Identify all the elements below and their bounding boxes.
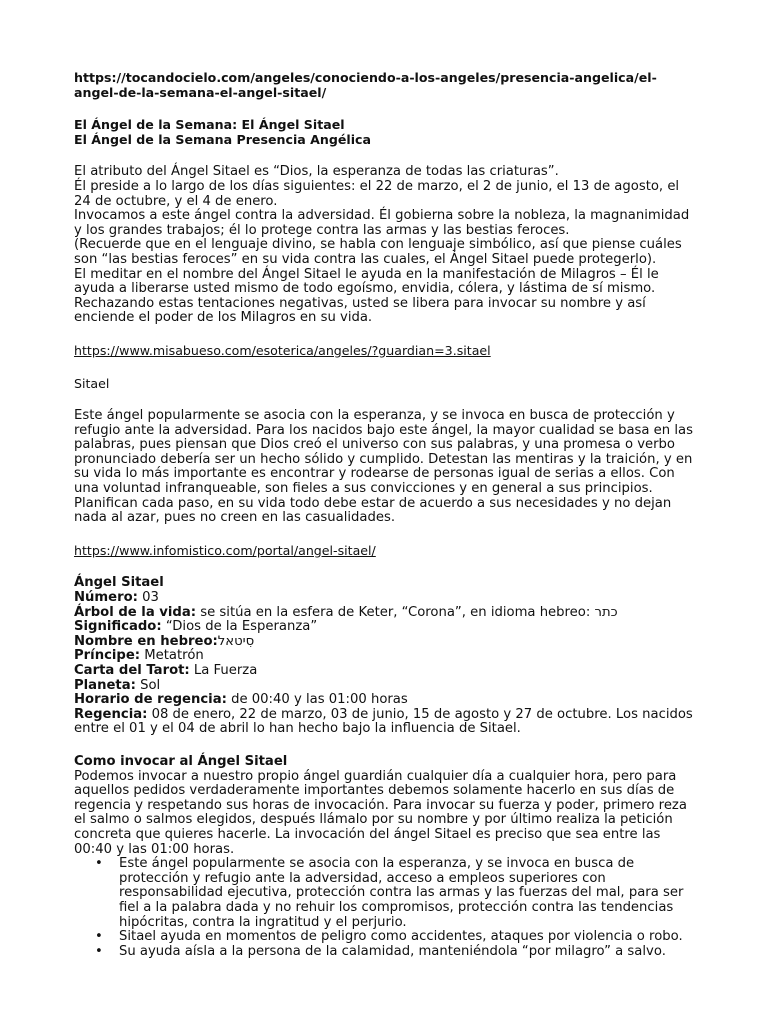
bullet-icon: • [95, 943, 103, 959]
def-row-tarot [74, 664, 696, 679]
def-row-horario [74, 693, 696, 708]
title-2: El Ángel de la Semana Presencia Angélica [74, 131, 372, 147]
def-value: se sitúa en la esfera de Keter, “Corona”, en idioma hebreo: כתר [196, 604, 618, 620]
bullet-icon: • [95, 856, 103, 872]
list-item [95, 856, 696, 930]
def-value: La Fuerza [189, 663, 258, 678]
def-value: Sol [135, 677, 161, 693]
infomistico-link[interactable]: https://www.infomistico.com/portal/angel-sitael/ [74, 542, 376, 558]
def-label: Nombre en hebreo: [74, 633, 218, 649]
def-row-principe [74, 649, 696, 664]
def-label: Carta del Tarot: [74, 663, 190, 678]
sitael-paragraph: Este ángel popularmente se asocia con la esperanza, y se invoca en busca de protección y refugio ante la adversidad. Para los nacidos bajo este ángel, la mayor cualidad se basa en las palabras, pues piensan que Dios creó el universo con sus palabras, y una promesa o verbo pronunciado debería ser un hecho sólido y cumplido. Detestan las mentiras y la traición, y en su vida lo más importante es encontrar y rodearse de personas igual de serias a ellos. Con una voluntad infranqueable, son fieles a sus convicciones y en general a sus principios. Planifican cada paso, en su vida todo debe estar de acuerdo a sus necesidades y no dejan nada al azar, pues no creen en las casualidades. [74, 408, 693, 526]
title-1: El Ángel de la Semana: El Ángel Sitael [74, 117, 345, 133]
misabueso-link[interactable]: https://www.misabueso.com/esoterica/angeles/?guardian=3.sitael [74, 342, 491, 358]
bullet-icon: • [95, 929, 103, 945]
list-item-text: Este ángel popularmente se asocia con la esperanza, y se invoca en busca de protección y refugio ante la adversidad, acceso a empleos superiores con responsabilidad ejecutiva, protección contra las armas y las fuerzas del mal, para ser fiel a la palabra dada y no rehuir los compromisos, protección contra las tendencias hipócritas, contra la ingratitud y el perjurio. [119, 856, 684, 930]
intro-line: El meditar en el nombre del Ángel Sitael le ayuda en la manifestación de Milagros – Él le ayuda a liberarse usted mismo de todo egoísmo, envidia, cólera, y lástima de sí mismo. [74, 266, 659, 297]
def-row-arbol [74, 606, 696, 621]
definitions-list [74, 576, 696, 737]
intro-line: Él preside a lo largo de los días siguientes: el 22 de marzo, el 2 de junio, el 13 de agosto, el 24 de octubre, y el 4 de enero. [74, 178, 680, 209]
def-label: Planeta: [74, 677, 136, 693]
intro-line: (Recuerde que en el lenguaje divino, se habla con lenguaje simbólico, así que piense cuáles son “las bestias feroces” en su vida contra las cuales, el Ángel Sitael puede protegerlo). [74, 237, 682, 267]
def-label: Príncipe: [74, 648, 141, 664]
def-row-planeta [74, 679, 696, 694]
def-value: Metatrón [140, 648, 204, 664]
intro-line: El atributo del Ángel Sitael es “Dios, la esperanza de todas las criaturas”. [74, 164, 559, 180]
list-item-text: Sitael ayuda en momentos de peligro como accidentes, ataques por violencia o robo. [119, 929, 683, 945]
defs-title: Ángel Sitael [74, 575, 164, 591]
sitael-label: Sitael [74, 375, 110, 391]
def-row-significado [74, 620, 696, 635]
def-label: Significado: [74, 619, 162, 635]
def-label: Regencia: [74, 706, 148, 722]
invoke-title: Como invocar al Ángel Sitael [74, 753, 288, 769]
document-body [74, 71, 696, 959]
intro-line: Invocamos a este ángel contra la adversidad. Él gobierna sobre la nobleza, la magnanimidad y los grandes trabajos; él lo protege contra las armas y las bestias feroces. [74, 208, 690, 238]
intro-paragraph [74, 165, 696, 326]
def-label: Número: [74, 590, 138, 606]
source-url-heading[interactable]: https://tocandocielo.com/angeles/conociendo-a-los-angeles/presencia-angelica/el-angel-de-la-semana-el-angel-sitael/ [74, 70, 657, 100]
def-row-numero [74, 591, 696, 606]
def-value: 03 [137, 590, 159, 606]
def-row-regencia [74, 708, 696, 737]
def-label: Árbol de la vida: [74, 604, 197, 620]
invoke-paragraph: Podemos invocar a nuestro propio ángel guardián cualquier día a cualquier hora, pero para aquellos pedidos verdaderamente importantes debemos solamente hacerlo en sus días de regencia y respetando sus horas de invocación. Para invocar su fuerza y poder, primero reza el salmo o salmos elegidos, después llámalo por su nombre y por último realiza la petición concreta que quieres hacerle. La invocación del ángel Sitael es preciso que sea entre las 00:40 y las 01:00 horas. [74, 768, 687, 857]
def-value: “Dios de la Esperanza” [161, 619, 318, 635]
invoke-bullets [74, 857, 696, 959]
def-value: de 00:40 y las 01:00 horas [226, 692, 408, 708]
def-label: Horario de regencia: [74, 692, 227, 708]
list-item-text: Su ayuda aísla a la persona de la calamidad, manteniéndola “por milagro” a salvo. [119, 943, 666, 959]
list-item [95, 943, 696, 960]
list-item [95, 929, 696, 945]
def-value: סִיטאל [217, 633, 255, 649]
def-value: 08 de enero, 22 de marzo, 03 de junio, 15 de agosto y 27 de octubre. Los nacidos entre el 01 y el 04 de abril lo han hecho bajo la influencia de Sitael. [74, 706, 693, 737]
intro-line: Rechazando estas tentaciones negativas, usted se libera para invocar su nombre y así enciende el poder de los Milagros en su vida. [74, 295, 646, 326]
